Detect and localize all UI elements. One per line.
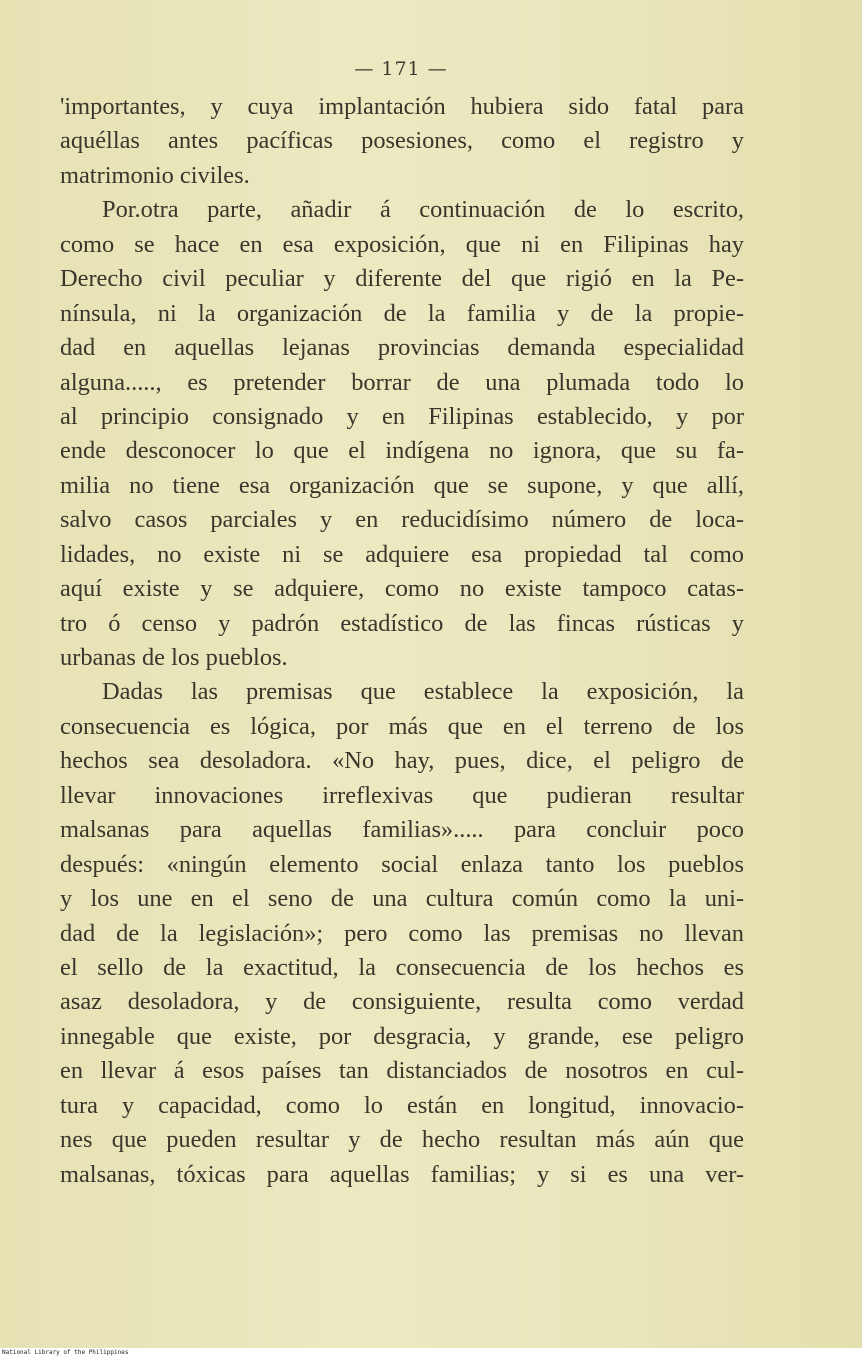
footer-bar [0,1348,862,1358]
text-line: salvo casos parciales y en reducidísimo número de loca- [60,506,744,534]
library-credit: National Library of the Philippines [2,1349,129,1356]
text-line: después: «ningún elemento social enlaza tanto los pueblos [60,850,744,878]
text-line: nínsula, ni la organización de la familia y de la propie- [60,299,744,327]
text-line: como se hace en esa exposición, que ni en Filipinas hay [60,230,744,258]
text-line: asaz desoladora, y de consiguiente, resulta como verdad [60,988,744,1016]
text-line: y los une en el seno de una cultura común como la uni- [60,885,744,913]
text-line: al principio consignado y en Filipinas establecido, y por [60,402,744,430]
text-line: aquí existe y se adquiere, como no existe tampoco catas- [60,575,744,603]
text-line: consecuencia es lógica, por más que en el terreno de los [60,712,744,740]
text-line: Dadas las premisas que establece la exposición, la [102,678,744,706]
text-line: el sello de la exactitud, la consecuencia de los hechos es [60,953,744,981]
page-number: — 171 — [354,58,448,80]
text-line: 'importantes, y cuya implantación hubiera sido fatal para [60,93,744,120]
text-line: Por.otra parte, añadir á continuación de lo escrito, [102,196,744,224]
text-line: Derecho civil peculiar y diferente del que rigió en la Pe- [60,265,744,293]
text-line: milia no tiene esa organización que se supone, y que allí, [60,471,744,499]
text-line: tro ó censo y padrón estadístico de las fincas rústicas y [60,609,744,637]
text-line: malsanas, tóxicas para aquellas familias; y si es una ver- [60,1160,744,1188]
text-line: llevar innovaciones irreflexivas que pudieran resultar [60,781,744,809]
text-line: matrimonio civiles. [60,161,250,189]
text-line: aquéllas antes pacíficas posesiones, como el registro y [60,127,744,155]
text-line: malsanas para aquellas familias»..... para concluir poco [60,816,744,844]
text-line: ende desconocer lo que el indígena no ignora, que su fa- [60,437,744,465]
text-line: lidades, no existe ni se adquiere esa propiedad tal como [60,540,744,568]
text-line: dad de la legislación»; pero como las premisas no llevan [60,919,744,947]
text-line: innegable que existe, por desgracia, y grande, ese peligro [60,1022,744,1050]
text-line: dad en aquellas lejanas provincias demanda especialidad [60,334,744,362]
body-text [60,90,744,1192]
text-line: nes que pueden resultar y de hecho resultan más aún que [60,1126,744,1154]
text-line: hechos sea desoladora. «No hay, pues, dice, el peligro de [60,747,744,775]
text-line: tura y capacidad, como lo están en longitud, innovacio- [60,1091,744,1119]
text-line: alguna....., es pretender borrar de una plumada todo lo [60,368,744,396]
text-line: en llevar á esos países tan distanciados de nosotros en cul- [60,1057,744,1085]
text-line: urbanas de los pueblos. [60,644,288,671]
